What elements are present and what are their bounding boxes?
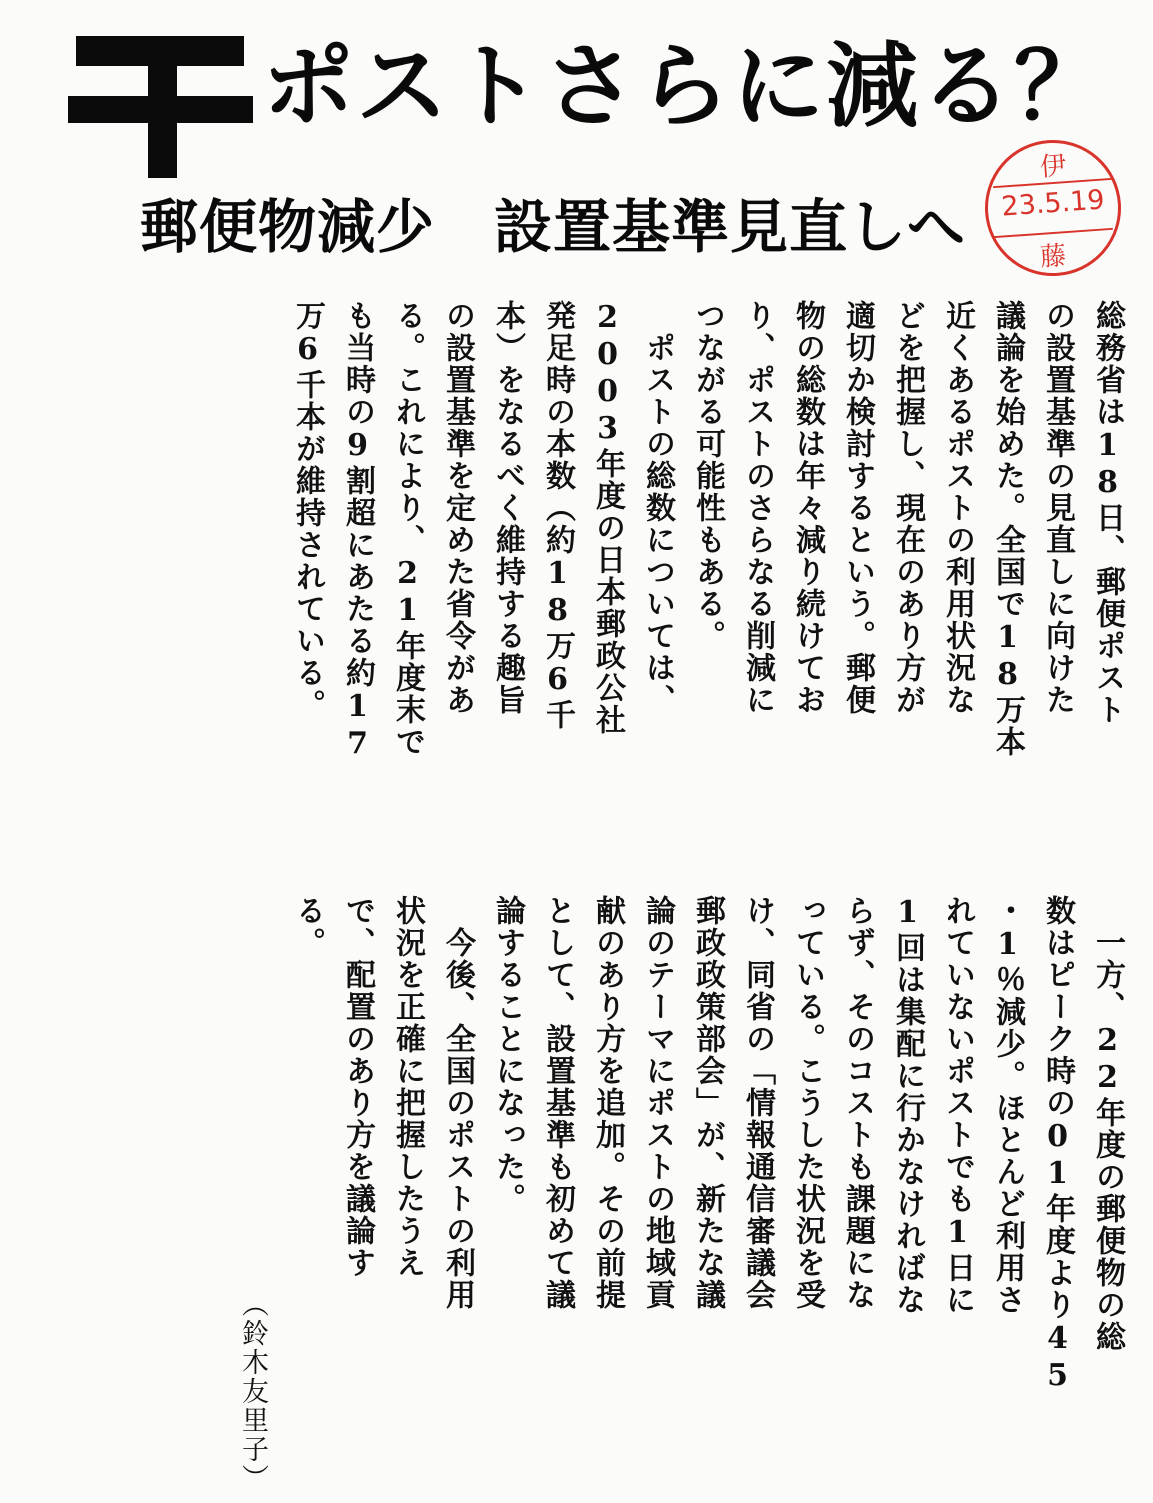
article-column: 今後、全国のポストの利用 [440,895,475,1311]
article-column: 近くあるポストの利用状況な [940,300,975,716]
article-column: 万6千本が維持されている。 [290,300,325,721]
article-column: で、配置のあり方を議論す [340,895,375,1279]
approval-stamp [985,140,1127,282]
article-column: どを把握し、現在のあり方が [890,300,925,716]
article-column: らず、そのコストも課題にな [840,895,875,1311]
article-column: 2003年度の日本郵政公社 [590,300,625,736]
article-column: 郵政政策部会」が、新たな議 [690,895,725,1311]
article-column: 総務省は18日、郵便ポスト [1090,300,1125,726]
article-column: る。 [290,895,325,959]
article-column: 数はピーク時の01年度より45 [1040,895,1075,1395]
article-column: 論することになった。 [490,895,525,1215]
byline: （鈴木友里子） [237,1290,268,1493]
article-column: 物の総数は年々減り続けてお [790,300,825,716]
article-column: り、ポストのさらなる削減に [740,300,775,716]
article-column: 1回は集配に行かなければな [890,895,925,1316]
article-column: の設置基準を定めた省令があ [440,300,475,716]
article-columns [20,300,1140,1493]
article-body [20,300,1140,1493]
article-column: つながる可能性もある。 [690,300,725,652]
article-column: 適切か検討するという。郵便 [840,300,875,716]
subheadline: 郵便物減少 設置基準見直しへ [140,193,967,261]
headline: ポストさらに減る？ [262,32,1109,140]
article-column: る。これにより、21年度末で [390,300,425,758]
article-column: ・1％減少。ほとんど利用さ [990,895,1025,1316]
article-column: 本）をなるべく維持する趣旨 [490,300,525,716]
masthead [0,0,1153,300]
article-column: ポストの総数については、 [640,300,675,716]
article-column: れていないポストでも1日に [940,895,975,1316]
article-column: け、同省の「情報通信審議会 [740,895,775,1311]
article-column: 発足時の本数（約18万6千 [540,300,575,731]
article-column: 論のテーマにポストの地域貢 [640,895,675,1311]
article-column: っている。こうした状況を受 [790,895,825,1311]
stamp-date: 23.5.19 [1000,184,1106,223]
article-column: の設置基準の見直しに向けた [1040,300,1075,716]
article-column: 議論を始めた。全国で18万本 [990,300,1025,758]
article-column: 献のあり方を追加。その前提 [590,895,625,1311]
stamp-bottom-char: 藤 [1039,241,1068,273]
article-column: 一方、22年度の郵便物の総 [1090,895,1125,1353]
article-column: 状況を正確に把握したうえ [390,895,425,1279]
article-column: として、設置基準も初めて議 [540,895,575,1311]
article-column: も当時の9割超にあたる約17 [340,300,375,763]
stamp-top-char: 伊 [1039,151,1068,183]
postal-mark-icon [68,22,253,172]
